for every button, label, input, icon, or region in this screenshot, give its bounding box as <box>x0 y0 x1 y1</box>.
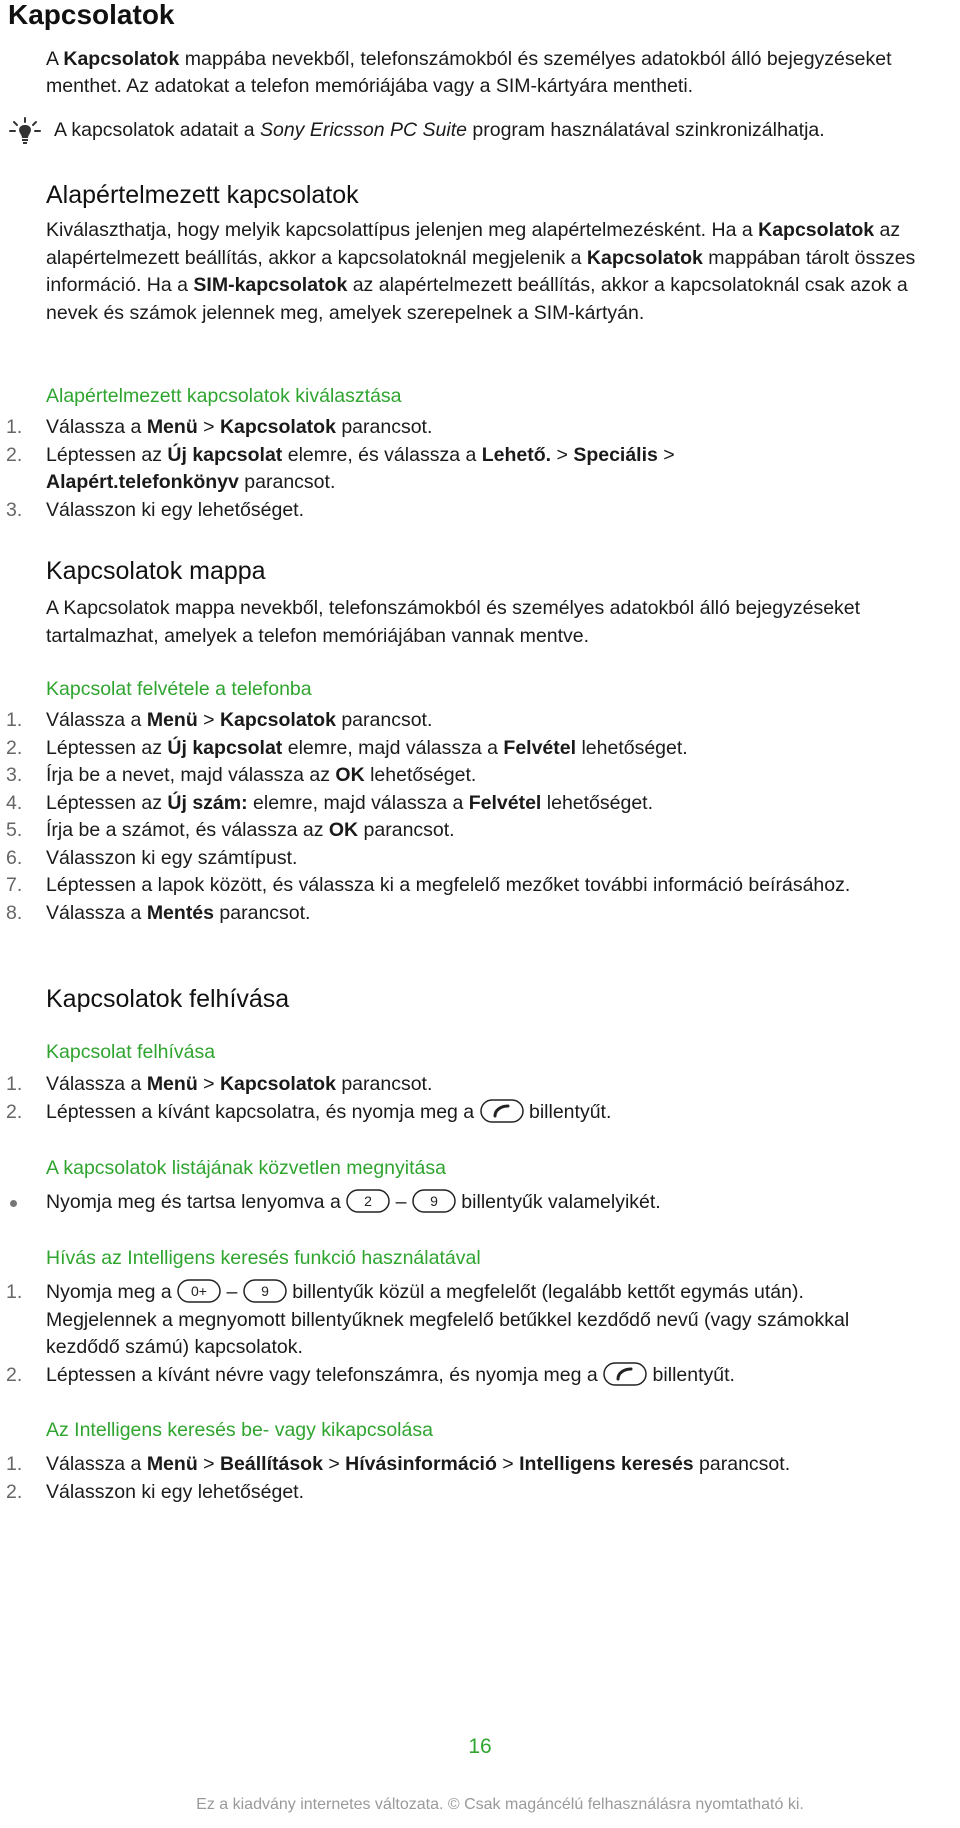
list-item: 5. Írja be a számot, és válassza az OK parancsot. <box>6 819 455 841</box>
page-title: Kapcsolatok <box>8 0 175 30</box>
svg-text:0+: 0+ <box>191 1283 208 1299</box>
steps-smart-search-toggle <box>0 1451 940 1506</box>
page-number: 16 <box>468 1735 492 1758</box>
bullet-dot <box>10 1200 17 1207</box>
key-0-plus-icon <box>177 1279 221 1303</box>
steps-call-contact <box>0 1071 940 1126</box>
svg-text:9: 9 <box>260 1283 269 1299</box>
lightbulb-icon <box>8 117 42 145</box>
steps-add-contact <box>0 707 940 927</box>
list-item: 1. Válassza a Menü > Kapcsolatok parancsot. <box>6 709 433 731</box>
section-heading-default-contacts: Alapértelmezett kapcsolatok <box>46 181 359 209</box>
subheading-smart-search-toggle: Az Intelligens keresés be- vagy kikapcsolása <box>46 1419 433 1441</box>
list-item: 1. Nyomja meg a 0+ – 9 billentyűk közül a megfelelőt (legalább kettőt egymás után). Megjelennek a megnyomott billentyűknek megfelelő betűkkel kezdődő nevű (vagy számokkal kezdődő számú) kapcsolatok. <box>6 1281 850 1358</box>
list-item: 6. Válasszon ki egy számtípust. <box>6 846 298 869</box>
svg-text:9: 9 <box>429 1193 438 1209</box>
call-key-icon <box>480 1099 524 1123</box>
key-9-icon <box>412 1189 456 1213</box>
tip-text: A kapcsolatok adatait a Sony Ericsson PC Suite program használatával szinkronizálhatja. <box>54 119 825 141</box>
list-item: 4. Léptessen az Új szám: elemre, majd válassza a Felvétel lehetőséget. <box>6 791 654 814</box>
list-item: 8. Válassza a Mentés parancsot. <box>6 901 311 924</box>
list-item: 2. Válasszon ki egy lehetőséget. <box>6 1480 304 1503</box>
subheading-select-default-contacts: Alapértelmezett kapcsolatok kiválasztása <box>46 385 402 407</box>
subheading-add-contact: Kapcsolat felvétele a telefonba <box>46 678 312 700</box>
call-key-icon <box>603 1362 647 1386</box>
section-heading-contacts-folder: Kapcsolatok mappa <box>46 557 266 585</box>
subheading-call-contact: Kapcsolat felhívása <box>46 1041 216 1063</box>
svg-text:2: 2 <box>364 1193 373 1209</box>
key-2-icon <box>346 1189 390 1213</box>
contacts-folder-paragraph: A Kapcsolatok mappa nevekből, telefonszámokból és személyes adatokból álló bejegyzéseket tartalmazhat, amelyek a telefon memóriájában vannak mentve. <box>46 597 861 647</box>
subheading-open-list-directly: A kapcsolatok listájának közvetlen megnyitása <box>46 1157 446 1179</box>
intro-paragraph: A Kapcsolatok mappába nevekből, telefonszámokból és személyes adatokból álló bejegyzéseket menthet. Az adatokat a telefon memóriájába vagy a SIM-kártyára mentheti. <box>46 48 892 97</box>
list-item: 2. Léptessen az Új kapcsolat elemre, és válassza a Lehető. > Speciális > Alapért.telefonkönyv parancsot. <box>6 443 675 493</box>
list-item: 2. Léptessen az Új kapcsolat elemre, majd válassza a Felvétel lehetőséget. <box>6 736 688 759</box>
key-9-icon <box>243 1279 287 1303</box>
subheading-smart-search-call: Hívás az Intelligens keresés funkció használatával <box>46 1247 481 1269</box>
default-contacts-paragraph: Kiválaszthatja, hogy melyik kapcsolattípus jelenjen meg alapértelmezésként. Ha a Kapcsolatok az alapértelmezett beállítás, akkor a kapcsolatoknál megjelenik a Kapcsolatok mappában tárolt összes információ. Ha a SIM-kapcsolatok az alapértelmezett beállítás, akkor a kapcsolatoknál csak azok a nevek és számok jelennek meg, amelyek szerepelnek a SIM-kártyán. <box>46 219 916 324</box>
list-item: Nyomja meg és tartsa lenyomva a 2 – 9 billentyűk valamelyikét. <box>0 1189 940 1217</box>
list-item: 1. Válassza a Menü > Kapcsolatok parancsot. <box>6 1073 433 1095</box>
section-heading-call-contacts: Kapcsolatok felhívása <box>46 985 290 1013</box>
list-item: 3. Válasszon ki egy lehetőséget. <box>6 498 304 521</box>
list-item: 7. Léptessen a lapok között, és válassza ki a megfelelő mezőket további információ beírásához. <box>6 874 851 896</box>
list-item: 1. Válassza a Menü > Beállítások > Hívásinformáció > Intelligens keresés parancsot. <box>6 1453 791 1475</box>
steps-smart-search-call <box>0 1279 940 1389</box>
steps-select-default <box>0 414 940 524</box>
list-item: 2. Léptessen a kívánt kapcsolatra, és nyomja meg a billentyűt. <box>6 1100 612 1123</box>
list-item: 2. Léptessen a kívánt névre vagy telefonszámra, és nyomja meg a billentyűt. <box>6 1363 735 1386</box>
bullet-open-list <box>0 1189 940 1217</box>
footer-notice: Ez a kiadvány internetes változata. © Csak magáncélú felhasználásra nyomtatható ki. <box>196 1796 804 1813</box>
list-item: 1. Válassza a Menü > Kapcsolatok parancsot. <box>6 416 433 438</box>
list-item: 3. Írja be a nevet, majd válassza az OK lehetőséget. <box>6 764 477 786</box>
